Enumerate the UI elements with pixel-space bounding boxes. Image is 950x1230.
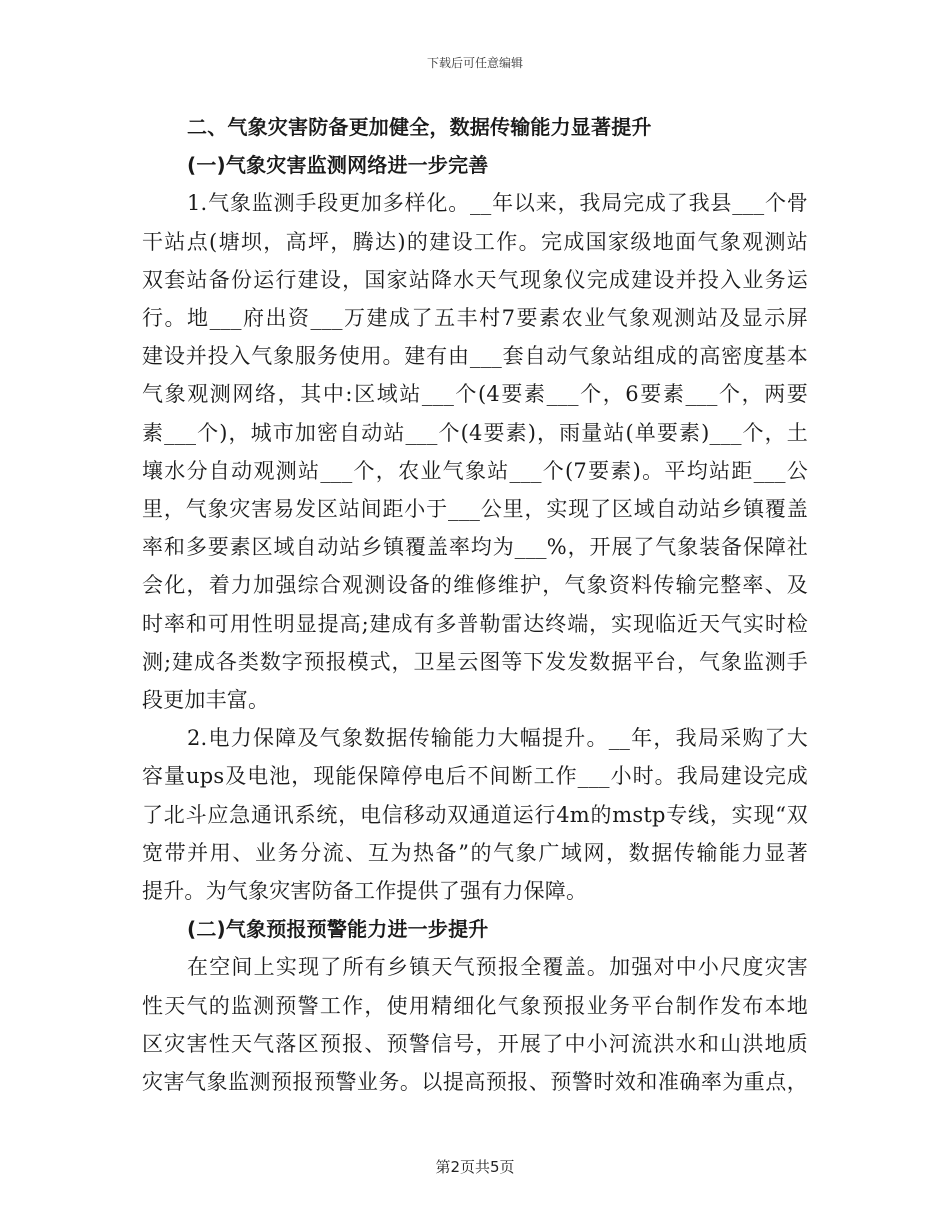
- paragraph-line: 会化，着力加强综合观测设备的维修维护，气象资料传输完整率、及: [142, 573, 808, 598]
- paragraph-line: 率和多要素区域自动站乡镇覆盖率均为___%，开展了气象装备保障社: [142, 535, 808, 560]
- subsection-heading: (一)气象灾害监测网络进一步完善: [187, 153, 489, 178]
- paragraph-line: 段更加丰富。: [142, 688, 270, 713]
- document-body: [142, 108, 808, 1101]
- paragraph-line: 宽带并用、业务分流、互为热备”的气象广域网，数据传输能力显著: [142, 840, 808, 865]
- paragraph-line: 干站点(塘坝，高坪，腾达)的建设工作。完成国家级地面气象观测站: [142, 229, 808, 254]
- paragraph-line: 双套站备份运行建设，国家站降水天气现象仪完成建设并投入业务运: [142, 267, 808, 292]
- header-note: 下载后可任意编辑: [426, 56, 523, 70]
- paragraph-line: 测;建成各类数字预报模式，卫星云图等下发发数据平台，气象监测手: [142, 649, 808, 674]
- paragraph-line: 了北斗应急通讯系统，电信移动双通道运行4m的mstp专线，实现“双: [142, 802, 808, 827]
- paragraph-line: 素___个)，城市加密自动站___个(4要素)，雨量站(单要素)___个，土: [142, 420, 808, 445]
- paragraph-line: 里，气象灾害易发区站间距小于___公里，实现了区域自动站乡镇覆盖: [142, 497, 808, 522]
- paragraph-line: 区灾害性天气落区预报、预警信号，开展了中小河流洪水和山洪地质: [142, 1031, 808, 1056]
- paragraph-line: 1.气象监测手段更加多样化。__年以来，我局完成了我县___个骨: [187, 191, 808, 216]
- page-number: 第2页共5页: [435, 1158, 515, 1176]
- paragraph-line: 行。地___府出资___万建成了五丰村7要素农业气象观测站及显示屏: [142, 306, 808, 331]
- paragraph-line: 壤水分自动观测站___个，农业气象站___个(7要素)。平均站距___公: [142, 458, 808, 483]
- subsection-heading: (二)气象预报预警能力进一步提升: [187, 917, 489, 942]
- paragraph-line: 在空间上实现了所有乡镇天气预报全覆盖。加强对中小尺度灾害: [187, 955, 808, 980]
- paragraph-line: 时率和可用性明显提高;建成有多普勒雷达终端，实现临近天气实时检: [142, 611, 808, 636]
- paragraph-line: 提升。为气象灾害防备工作提供了强有力保障。: [142, 879, 588, 904]
- paragraph-line: 灾害气象监测预报预警业务。以提高预报、预警时效和准确率为重点，: [142, 1070, 808, 1095]
- section-heading: 二、气象灾害防备更加健全，数据传输能力显著提升: [187, 115, 652, 139]
- paragraph-line: 2.电力保障及气象数据传输能力大幅提升。__年，我局采购了大: [187, 726, 808, 751]
- paragraph-line: 性天气的监测预警工作，使用精细化气象预报业务平台制作发布本地: [142, 993, 808, 1018]
- paragraph-line: 建设并投入气象服务使用。建有由___套自动气象站组成的高密度基本: [142, 344, 808, 369]
- paragraph-line: 气象观测网络，其中:区域站___个(4要素___个，6要素___个，两要: [142, 382, 808, 407]
- paragraph-line: 容量ups及电池，现能保障停电后不间断工作___小时。我局建设完成: [142, 764, 808, 789]
